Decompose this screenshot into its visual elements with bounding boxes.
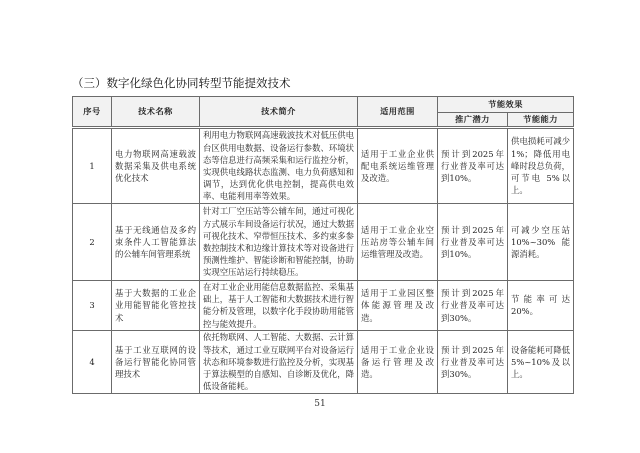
row-promotion: 预计到2025年行业普及率可达到30%。	[438, 330, 508, 393]
row-name: 基于无线通信及多约束条件人工智能算法的公辅车间管理系统	[112, 204, 200, 281]
row-intro: 在对工业企业用能信息数据监控、采集基础上，基于人工智能和大数据技术进行智能分析及管理，以数字化手段协助用能管控与能效提升。	[200, 281, 358, 331]
row-name: 电力物联网高速载波数据采集及供电系统优化技术	[112, 128, 200, 204]
row-no: 1	[73, 128, 112, 204]
row-scope: 适用于工业企业供配电系统运维管理及改造。	[358, 128, 438, 204]
row-promotion: 预计到2025年行业普及率可达到30%。	[438, 281, 508, 331]
section-heading: （三）数字化绿色化协同转型节能提效技术	[72, 76, 291, 90]
row-capacity: 可减少空压站10%~30%能源消耗。	[508, 204, 574, 281]
header-effect-group: 节能效果	[438, 97, 574, 113]
row-intro: 针对工厂空压站等公辅车间，通过可视化方式展示车间设备运行状况，通过大数据可视化技术、窄带恒压技术、多约束多参数控制技术和边缘计算技术等对设备进行预测性维护、智能诊断和智能控制，协助实现空压站运行持续稳压。	[200, 204, 358, 281]
row-capacity: 供电损耗可减少1%；降低用电峰时段总负荷，可节电 5%以上。	[508, 128, 574, 204]
row-no: 2	[73, 204, 112, 281]
row-no: 3	[73, 281, 112, 331]
header-intro: 技术简介	[200, 97, 358, 128]
page-number: 51	[314, 399, 326, 409]
header-promotion: 推广潜力	[438, 113, 508, 128]
row-capacity: 设备能耗可降低5%~10%及以上。	[508, 330, 574, 393]
header-scope: 适用范围	[358, 97, 438, 128]
row-promotion: 预计到2025年行业普及率可达到10%。	[438, 204, 508, 281]
header-no: 序号	[73, 97, 112, 128]
row-intro: 依托物联网、人工智能、大数据、云计算等技术，通过工业互联网平台对设备运行状态和环境参数进行监控及分析，实现基于算法模型的自感知、自诊断及优化，降低设备能耗。	[200, 330, 358, 393]
row-scope: 适用于工业园区整体能源管理及改造。	[358, 281, 438, 331]
energy-tech-table	[72, 96, 574, 394]
row-name: 基于大数据的工业企业用能智能化管控技术	[112, 281, 200, 331]
row-scope: 适用于工业企业设备运行管理及改造。	[358, 330, 438, 393]
row-scope: 适用于工业企业空压站房等公辅车间运维管理及改造。	[358, 204, 438, 281]
row-capacity: 节能率可达20%。	[508, 281, 574, 331]
table-row	[73, 204, 574, 281]
row-promotion: 预计到2025年行业普及率可达到10%。	[438, 128, 508, 204]
table-row	[73, 330, 574, 393]
table-row	[73, 128, 574, 204]
row-intro: 利用电力物联网高速载波技术对低压供电台区供用电数据、设备运行参数、环境状态等信息进行高频采集和运行监控分析，实现供电线路状态监测、电力负荷感知和调节，达到优化供电控制，提高供电效率、电能利用率等效果。	[200, 128, 358, 204]
row-no: 4	[73, 330, 112, 393]
row-name: 基于工业互联网的设备运行智能化协同管理技术	[112, 330, 200, 393]
table-row	[73, 281, 574, 331]
header-name: 技术名称	[112, 97, 200, 128]
header-capacity: 节能能力	[508, 113, 574, 128]
